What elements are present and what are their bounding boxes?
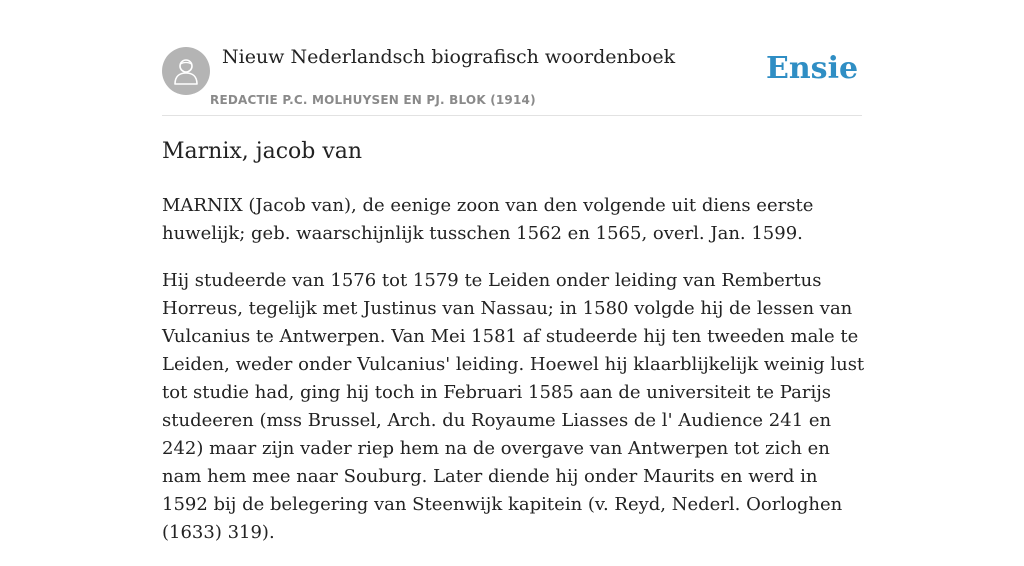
page-title: Marnix, jacob van	[162, 139, 363, 164]
article-body	[162, 192, 867, 566]
user-avatar-icon	[172, 56, 200, 86]
paragraph: Hij studeerde van 1576 tot 1579 te Leiden onder leiding van Rembertus Horreus, tegelijk met Justinus van Nassau; in 1580 volgde hij de lessen van Vulcanius te Antwerpen. Van Mei 1581 af studeerde hij ten tweeden male te Leiden, weder onder Vulcanius' leiding. Hoewel hij klaarblijkelijk weinig lust tot studie had, ging hij toch in Februari 1585 aan de universiteit te Parijs studeeren (mss Brussel, Arch. du Royaume Liasses de l' Audience 241 en 242) maar zijn vader riep hem na de overgave van Antwerpen tot zich en nam hem mee naar Souburg. Later diende hij onder Maurits en werd in 1592 bij de belegering van Steenwijk kapitein (v. Reyd, Nederl. Oorloghen (1633) 319).	[162, 270, 865, 543]
brand-logo[interactable]: Ensie	[766, 51, 859, 86]
divider	[162, 115, 862, 116]
avatar[interactable]	[162, 47, 210, 95]
paragraph: MARNIX (Jacob van), de eenige zoon van den volgende uit diens eerste huwelijk; geb. waarschijnlijk tusschen 1562 en 1565, overl. Jan. 1599.	[162, 195, 814, 244]
source-title[interactable]: Nieuw Nederlandsch biografisch woordenboek	[222, 46, 676, 68]
source-subtitle: REDACTIE P.C. MOLHUYSEN EN PJ. BLOK (1914)	[210, 93, 536, 107]
